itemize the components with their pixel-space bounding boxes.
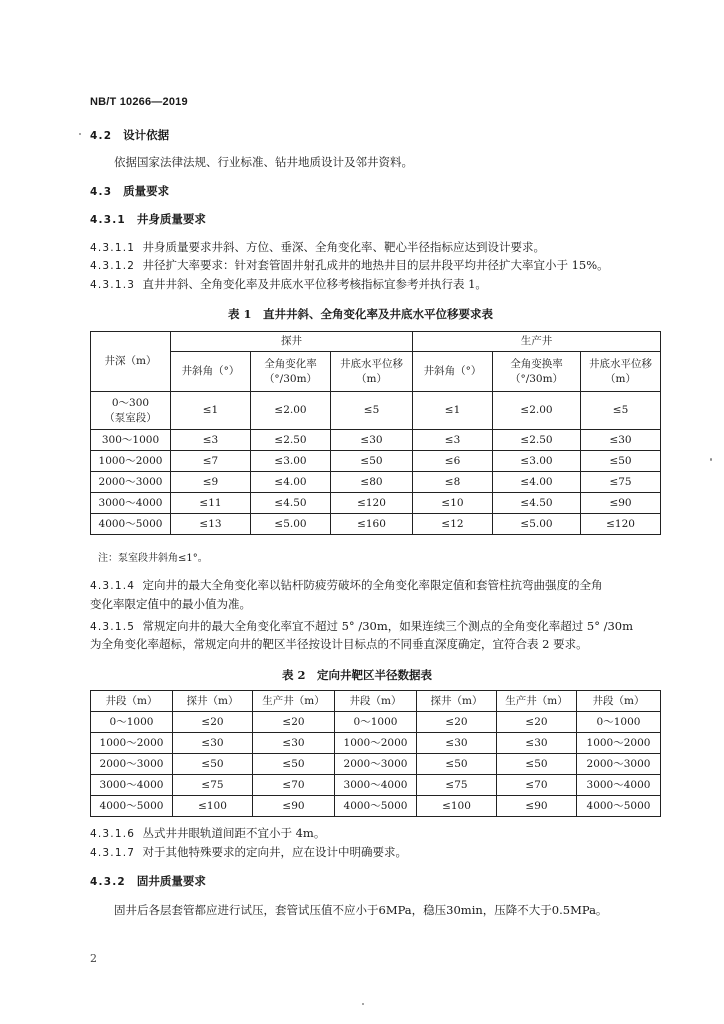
table-cell: ≤70 bbox=[497, 775, 577, 796]
table-cell: 4000～5000 bbox=[91, 796, 173, 817]
clause-4-3-1-2 bbox=[90, 258, 609, 273]
table-row bbox=[91, 733, 661, 754]
clause-text: 直井井斜、全角变化率及井底水平位移考核指标宜参考并执行表 1。 bbox=[142, 277, 487, 291]
section-4-2-heading bbox=[90, 128, 169, 143]
clause-number: 4.3.1.6 bbox=[90, 828, 136, 840]
table-cell: ≤20 bbox=[173, 712, 253, 733]
clause-text: 对于其他特殊要求的定向井，应在设计中明确要求。 bbox=[142, 845, 407, 859]
table-cell: ≤8 bbox=[413, 472, 493, 493]
depth-cell: 3000～4000 bbox=[91, 493, 171, 514]
dogleg-header-line2: （°/30m） bbox=[509, 372, 564, 385]
table-cell: ≤12 bbox=[413, 514, 493, 535]
clause-number: 4.3.1.5 bbox=[90, 621, 136, 633]
displacement-header-line2: （m） bbox=[605, 372, 636, 385]
dogleg-header-line1: 全角变换率 bbox=[510, 357, 563, 370]
table-cell: ≤75 bbox=[581, 472, 661, 493]
section-title: 质量要求 bbox=[123, 184, 170, 198]
table-cell: ≤30 bbox=[417, 733, 497, 754]
table-cell: ≤1 bbox=[171, 392, 251, 430]
section-4-3-2-heading bbox=[90, 874, 206, 889]
depth-header: 井深（m） bbox=[91, 332, 171, 392]
clause-4-3-1-7 bbox=[90, 845, 407, 860]
table-cell: ≤50 bbox=[331, 451, 413, 472]
table-cell: ≤2.00 bbox=[251, 392, 331, 430]
table-row bbox=[91, 775, 661, 796]
table-cell: ≤3.00 bbox=[493, 451, 581, 472]
table-cell: ≤2.50 bbox=[493, 430, 581, 451]
table-cell: 3000～4000 bbox=[577, 775, 661, 796]
table-cell: 0～1000 bbox=[577, 712, 661, 733]
table-1 bbox=[90, 331, 661, 535]
table-cell: ≤75 bbox=[417, 775, 497, 796]
section-4-2-body: 依据国家法律法规、行业标准、钻井地质设计及邻井资料。 bbox=[114, 155, 413, 169]
table-cell: ≤50 bbox=[173, 754, 253, 775]
section-number: 4.3.2 bbox=[90, 876, 126, 888]
clause-text: 井径扩大率要求：针对套管固井射孔成井的地热井目的层井段平均井径扩大率宜小于 15%。 bbox=[142, 258, 609, 272]
table-cell: ≤50 bbox=[581, 451, 661, 472]
table-cell: ≤120 bbox=[581, 514, 661, 535]
table-cell: ≤11 bbox=[171, 493, 251, 514]
table-cell: 1000～2000 bbox=[91, 733, 173, 754]
table-cell: ≤3 bbox=[413, 430, 493, 451]
table-row bbox=[91, 451, 661, 472]
displacement-header-line1: 井底水平位移 bbox=[340, 357, 403, 370]
depth-cell: 1000～2000 bbox=[91, 451, 171, 472]
table-cell: ≤120 bbox=[331, 493, 413, 514]
table-cell: 1000～2000 bbox=[335, 733, 417, 754]
header-cell: 井段（m） bbox=[577, 691, 661, 712]
header-cell: 探井（m） bbox=[417, 691, 497, 712]
table-cell: ≤50 bbox=[497, 754, 577, 775]
table-2-caption: 表 2 定向井靶区半径数据表 bbox=[282, 668, 433, 682]
table-cell: 3000～4000 bbox=[335, 775, 417, 796]
table-cell: ≤100 bbox=[417, 796, 497, 817]
section-title: 设计依据 bbox=[123, 128, 170, 142]
clause-4-3-1-6 bbox=[90, 826, 325, 841]
table-2 bbox=[90, 690, 661, 817]
table-cell: ≤30 bbox=[331, 430, 413, 451]
table-cell: 3000～4000 bbox=[91, 775, 173, 796]
table-cell: 4000～5000 bbox=[577, 796, 661, 817]
depth-cell bbox=[91, 392, 171, 430]
table-cell: ≤70 bbox=[253, 775, 335, 796]
table-cell: 1000～2000 bbox=[577, 733, 661, 754]
table-cell: ≤5 bbox=[581, 392, 661, 430]
table-cell: ≤20 bbox=[253, 712, 335, 733]
table-cell: ≤4.50 bbox=[251, 493, 331, 514]
table-cell: ≤7 bbox=[171, 451, 251, 472]
clause-4-3-1-1 bbox=[90, 240, 545, 255]
table-header-row bbox=[91, 691, 661, 712]
header-cell: 生产井（m） bbox=[497, 691, 577, 712]
clause-4-3-1-5-cont: 为全角变化率超标，常规定向井的靶区半径按设计目标点的不同垂直深度确定，宜符合表 2 要求。 bbox=[90, 637, 588, 651]
depth-cell: 4000～5000 bbox=[91, 514, 171, 535]
dogleg-header-line2: （°/30m） bbox=[263, 372, 318, 385]
section-title: 井身质量要求 bbox=[136, 212, 206, 226]
table-cell: ≤90 bbox=[253, 796, 335, 817]
scan-speck bbox=[710, 458, 712, 461]
dogleg-header-production bbox=[493, 352, 581, 392]
table-cell: ≤1 bbox=[413, 392, 493, 430]
table-cell: ≤160 bbox=[331, 514, 413, 535]
clause-text: 丛式井井眼轨道间距不宜小于 4m。 bbox=[142, 826, 326, 840]
table-cell: ≤6 bbox=[413, 451, 493, 472]
dogleg-header-line1: 全角变化率 bbox=[264, 357, 317, 370]
table-row bbox=[91, 493, 661, 514]
table-cell: ≤5.00 bbox=[493, 514, 581, 535]
displacement-header-line2: （m） bbox=[356, 372, 387, 385]
production-group-header: 生产井 bbox=[413, 332, 661, 352]
table-cell: ≤3.00 bbox=[251, 451, 331, 472]
table-cell: ≤80 bbox=[331, 472, 413, 493]
table-cell: ≤75 bbox=[173, 775, 253, 796]
header-cell: 井段（m） bbox=[91, 691, 173, 712]
header-cell: 探井（m） bbox=[173, 691, 253, 712]
table-cell: ≤20 bbox=[497, 712, 577, 733]
table-row bbox=[91, 712, 661, 733]
section-4-3-heading bbox=[90, 184, 169, 199]
table-cell: ≤4.50 bbox=[493, 493, 581, 514]
depth-cell-line1: 0～300 bbox=[111, 396, 150, 409]
depth-cell-line2: （泵室段） bbox=[104, 411, 157, 424]
table-cell: ≤13 bbox=[171, 514, 251, 535]
table-cell: ≤30 bbox=[581, 430, 661, 451]
clause-4-3-1-3 bbox=[90, 277, 487, 292]
table-1-note: 注：泵室段井斜角≤1°。 bbox=[98, 553, 208, 564]
table-cell: 2000～3000 bbox=[91, 754, 173, 775]
table-cell: ≤90 bbox=[497, 796, 577, 817]
table-cell: 4000～5000 bbox=[335, 796, 417, 817]
exploration-group-header: 探井 bbox=[171, 332, 413, 352]
table-row bbox=[91, 796, 661, 817]
section-number: 4.3 bbox=[90, 186, 113, 198]
table-cell: 0～1000 bbox=[335, 712, 417, 733]
table-cell: ≤50 bbox=[417, 754, 497, 775]
section-4-3-1-heading bbox=[90, 212, 206, 227]
table-cell: ≤50 bbox=[253, 754, 335, 775]
scan-speck bbox=[362, 1003, 364, 1005]
section-number: 4.3.1 bbox=[90, 214, 126, 226]
clause-number: 4.3.1.1 bbox=[90, 242, 136, 254]
clause-text: 常规定向井的最大全角变化率宜不超过 5° /30m，如果连续三个测点的全角变化率超过 5° /30m bbox=[142, 619, 634, 633]
table-cell: ≤5 bbox=[331, 392, 413, 430]
table-cell: ≤20 bbox=[417, 712, 497, 733]
header-cell: 生产井（m） bbox=[253, 691, 335, 712]
clause-number: 4.3.1.2 bbox=[90, 260, 136, 272]
table-cell: ≤30 bbox=[253, 733, 335, 754]
table-cell: 0～1000 bbox=[91, 712, 173, 733]
table-cell: 2000～3000 bbox=[577, 754, 661, 775]
displacement-header bbox=[331, 352, 413, 392]
table-cell: ≤5.00 bbox=[251, 514, 331, 535]
table-cell: ≤90 bbox=[581, 493, 661, 514]
dogleg-header bbox=[251, 352, 331, 392]
table-cell: ≤4.00 bbox=[251, 472, 331, 493]
clause-number: 4.3.1.4 bbox=[90, 580, 136, 592]
section-number: 4.2 bbox=[90, 130, 113, 142]
table-cell: ≤2.00 bbox=[493, 392, 581, 430]
clause-text: 定向井的最大全角变化率以钻杆防疲劳破坏的全角变化率限定值和套管柱抗弯曲强度的全角 bbox=[142, 578, 603, 592]
table-cell: ≤3 bbox=[171, 430, 251, 451]
table-cell: ≤9 bbox=[171, 472, 251, 493]
displacement-header-line1: 井底水平位移 bbox=[589, 357, 653, 370]
inclination-header: 井斜角（°） bbox=[171, 352, 251, 392]
clause-text: 井身质量要求井斜、方位、垂深、全角变化率、靶心半径指标应达到设计要求。 bbox=[142, 240, 545, 254]
header-cell: 井段（m） bbox=[335, 691, 417, 712]
clause-4-3-1-4 bbox=[90, 578, 602, 593]
table-row bbox=[91, 754, 661, 775]
inclination-header-production: 井斜角（°） bbox=[413, 352, 493, 392]
table-row bbox=[91, 430, 661, 451]
displacement-header-production bbox=[581, 352, 661, 392]
clause-number: 4.3.1.7 bbox=[90, 847, 136, 859]
section-4-3-2-body: 固井后各层套管都应进行试压，套管试压值不应小于6MPa，稳压30min，压降不大于0.5MPa。 bbox=[114, 903, 608, 917]
page-number: 2 bbox=[90, 952, 97, 965]
table-cell: ≤100 bbox=[173, 796, 253, 817]
table-row bbox=[91, 514, 661, 535]
table-cell: ≤4.00 bbox=[493, 472, 581, 493]
scan-speck bbox=[79, 133, 81, 135]
standard-number: NB/T 10266—2019 bbox=[90, 96, 188, 108]
table-cell: ≤2.50 bbox=[251, 430, 331, 451]
clause-number: 4.3.1.3 bbox=[90, 279, 136, 291]
table-cell: ≤30 bbox=[497, 733, 577, 754]
section-title: 固井质量要求 bbox=[136, 874, 206, 888]
table-1-caption: 表 1 直井井斜、全角变化率及井底水平位移要求表 bbox=[228, 307, 494, 321]
depth-cell: 2000～3000 bbox=[91, 472, 171, 493]
table-row bbox=[91, 472, 661, 493]
table-row bbox=[91, 392, 661, 430]
table-cell: ≤30 bbox=[173, 733, 253, 754]
table-cell: 2000～3000 bbox=[335, 754, 417, 775]
clause-4-3-1-5 bbox=[90, 619, 633, 634]
depth-cell: 300～1000 bbox=[91, 430, 171, 451]
table-cell: ≤10 bbox=[413, 493, 493, 514]
clause-4-3-1-4-cont: 变化率限定值中的最小值为准。 bbox=[90, 597, 251, 611]
